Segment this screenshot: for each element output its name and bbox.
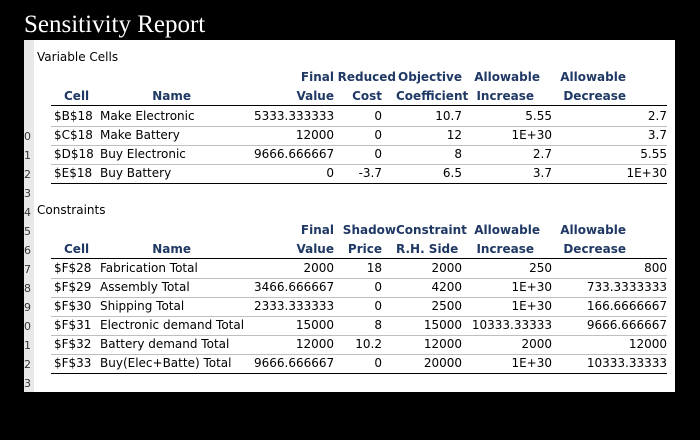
cell-dec: 1E+30 bbox=[626, 166, 667, 180]
cell-ref: $F$33 bbox=[54, 356, 92, 370]
col-decrease: Decrease bbox=[563, 89, 626, 103]
cell-reduced: 0 bbox=[374, 128, 382, 142]
cell-dec: 166.6666667 bbox=[586, 299, 667, 313]
row-number[interactable]: 0 bbox=[24, 130, 31, 143]
cell-shadow: 8 bbox=[374, 318, 382, 332]
cell-reduced: -3.7 bbox=[358, 166, 382, 180]
cell-ref: $D$18 bbox=[54, 147, 94, 161]
cell-name: Buy(Elec+Batte) Total bbox=[100, 356, 232, 370]
cell-dec: 800 bbox=[644, 261, 667, 275]
cell-final: 9666.666667 bbox=[254, 356, 335, 370]
row-number[interactable]: 3 bbox=[24, 187, 31, 200]
cell-ref: $B$18 bbox=[54, 109, 93, 123]
row-number[interactable]: 2 bbox=[24, 358, 31, 371]
col-shadow: Shadow bbox=[342, 223, 396, 237]
row-number[interactable]: 0 bbox=[24, 320, 31, 333]
col-increase: Increase bbox=[476, 89, 534, 103]
cell-final: 5333.333333 bbox=[254, 109, 335, 123]
cell-final: 15000 bbox=[295, 318, 334, 332]
cell-dec: 5.55 bbox=[640, 147, 667, 161]
cell-shadow: 0 bbox=[374, 299, 382, 313]
col-final: Final bbox=[300, 70, 334, 84]
report-title: Sensitivity Report bbox=[24, 11, 206, 38]
row-number[interactable]: 7 bbox=[24, 263, 31, 276]
col-shadow-price: Price bbox=[347, 242, 382, 256]
cell-ref: $F$32 bbox=[54, 337, 92, 351]
cell-dec: 12000 bbox=[628, 337, 667, 351]
col-final-value: Value bbox=[296, 242, 334, 256]
cell-objective: 8 bbox=[454, 147, 462, 161]
cell-dec: 733.3333333 bbox=[586, 280, 667, 294]
cell-inc: 2000 bbox=[521, 337, 552, 351]
cell-inc: 1E+30 bbox=[511, 280, 552, 294]
col-reduced: Reduced bbox=[337, 70, 396, 84]
cell-ref: $C$18 bbox=[54, 128, 93, 142]
divider bbox=[51, 183, 667, 184]
col-allowable-dec: Allowable bbox=[560, 223, 626, 237]
cell-reduced: 0 bbox=[374, 147, 382, 161]
cell-name: Make Electronic bbox=[100, 109, 195, 123]
constraints-section-label: Constraints bbox=[37, 203, 106, 217]
row-number[interactable]: 1 bbox=[24, 149, 31, 162]
col-constraint: Constraint bbox=[396, 223, 467, 237]
col-decrease: Decrease bbox=[563, 242, 626, 256]
cell-shadow: 0 bbox=[374, 356, 382, 370]
divider bbox=[51, 373, 667, 374]
cell-final: 12000 bbox=[295, 128, 334, 142]
cell-rhs: 15000 bbox=[423, 318, 462, 332]
row-number[interactable]: 2 bbox=[24, 168, 31, 181]
col-coefficient: Coefficient bbox=[396, 89, 469, 103]
cell-objective: 10.7 bbox=[435, 109, 462, 123]
cell-dec: 10333.33333 bbox=[586, 356, 667, 370]
row-number[interactable]: 4 bbox=[24, 206, 31, 219]
cell-inc: 5.55 bbox=[525, 109, 552, 123]
cell-final: 9666.666667 bbox=[254, 147, 335, 161]
col-allowable-inc: Allowable bbox=[474, 70, 540, 84]
cell-name: Electronic demand Total bbox=[100, 318, 245, 332]
col-name: Name bbox=[152, 89, 191, 103]
row-number[interactable]: 3 bbox=[24, 377, 31, 390]
cell-shadow: 10.2 bbox=[355, 337, 382, 351]
row-number[interactable]: 6 bbox=[24, 244, 31, 257]
cell-reduced: 0 bbox=[374, 109, 382, 123]
col-final: Final bbox=[300, 223, 334, 237]
cell-ref: $F$28 bbox=[54, 261, 92, 275]
cell-rhs: 12000 bbox=[423, 337, 462, 351]
row-number-gutter bbox=[24, 40, 34, 392]
cell-shadow: 18 bbox=[366, 261, 382, 275]
cell-name: Buy Battery bbox=[100, 166, 172, 180]
cell-rhs: 20000 bbox=[423, 356, 462, 370]
row-number[interactable]: 1 bbox=[24, 339, 31, 352]
cell-inc: 250 bbox=[529, 261, 552, 275]
cell-rhs: 4200 bbox=[431, 280, 462, 294]
cell-inc: 10333.33333 bbox=[471, 318, 552, 332]
spreadsheet bbox=[24, 40, 675, 392]
row-number[interactable]: 8 bbox=[24, 282, 31, 295]
cell-dec: 9666.666667 bbox=[586, 318, 667, 332]
col-final-value: Value bbox=[296, 89, 334, 103]
col-cell: Cell bbox=[64, 89, 90, 103]
cell-inc: 1E+30 bbox=[511, 299, 552, 313]
cell-objective: 12 bbox=[446, 128, 462, 142]
cell-name: Make Battery bbox=[100, 128, 180, 142]
cell-name: Battery demand Total bbox=[100, 337, 230, 351]
variable-cells-section-label: Variable Cells bbox=[37, 50, 119, 64]
col-rhs: R.H. Side bbox=[396, 242, 459, 256]
cell-final: 0 bbox=[326, 166, 334, 180]
cell-ref: $E$18 bbox=[54, 166, 93, 180]
cell-rhs: 2500 bbox=[431, 299, 462, 313]
row-number[interactable]: 5 bbox=[24, 225, 31, 238]
col-increase: Increase bbox=[476, 242, 534, 256]
cell-final: 2000 bbox=[303, 261, 334, 275]
cell-inc: 3.7 bbox=[532, 166, 552, 180]
col-allowable-dec: Allowable bbox=[560, 70, 626, 84]
cell-dec: 3.7 bbox=[647, 128, 667, 142]
col-reduced-cost: Cost bbox=[352, 89, 382, 103]
cell-name: Fabrication Total bbox=[100, 261, 198, 275]
cell-final: 2333.333333 bbox=[254, 299, 335, 313]
cell-objective: 6.5 bbox=[442, 166, 462, 180]
col-name: Name bbox=[152, 242, 191, 256]
cell-name: Shipping Total bbox=[100, 299, 185, 313]
col-allowable-inc: Allowable bbox=[474, 223, 540, 237]
cell-name: Buy Electronic bbox=[100, 147, 186, 161]
divider bbox=[51, 105, 667, 106]
col-cell: Cell bbox=[64, 242, 90, 256]
cell-final: 3466.666667 bbox=[254, 280, 335, 294]
cell-inc: 1E+30 bbox=[511, 128, 552, 142]
cell-inc: 2.7 bbox=[532, 147, 552, 161]
cell-dec: 2.7 bbox=[647, 109, 667, 123]
col-objective: Objective bbox=[398, 70, 462, 84]
cell-shadow: 0 bbox=[374, 280, 382, 294]
cell-name: Assembly Total bbox=[100, 280, 190, 294]
cell-ref: $F$31 bbox=[54, 318, 92, 332]
cell-ref: $F$29 bbox=[54, 280, 92, 294]
cell-rhs: 2000 bbox=[431, 261, 462, 275]
cell-ref: $F$30 bbox=[54, 299, 92, 313]
cell-inc: 1E+30 bbox=[511, 356, 552, 370]
row-number[interactable]: 9 bbox=[24, 301, 31, 314]
cell-final: 12000 bbox=[295, 337, 334, 351]
